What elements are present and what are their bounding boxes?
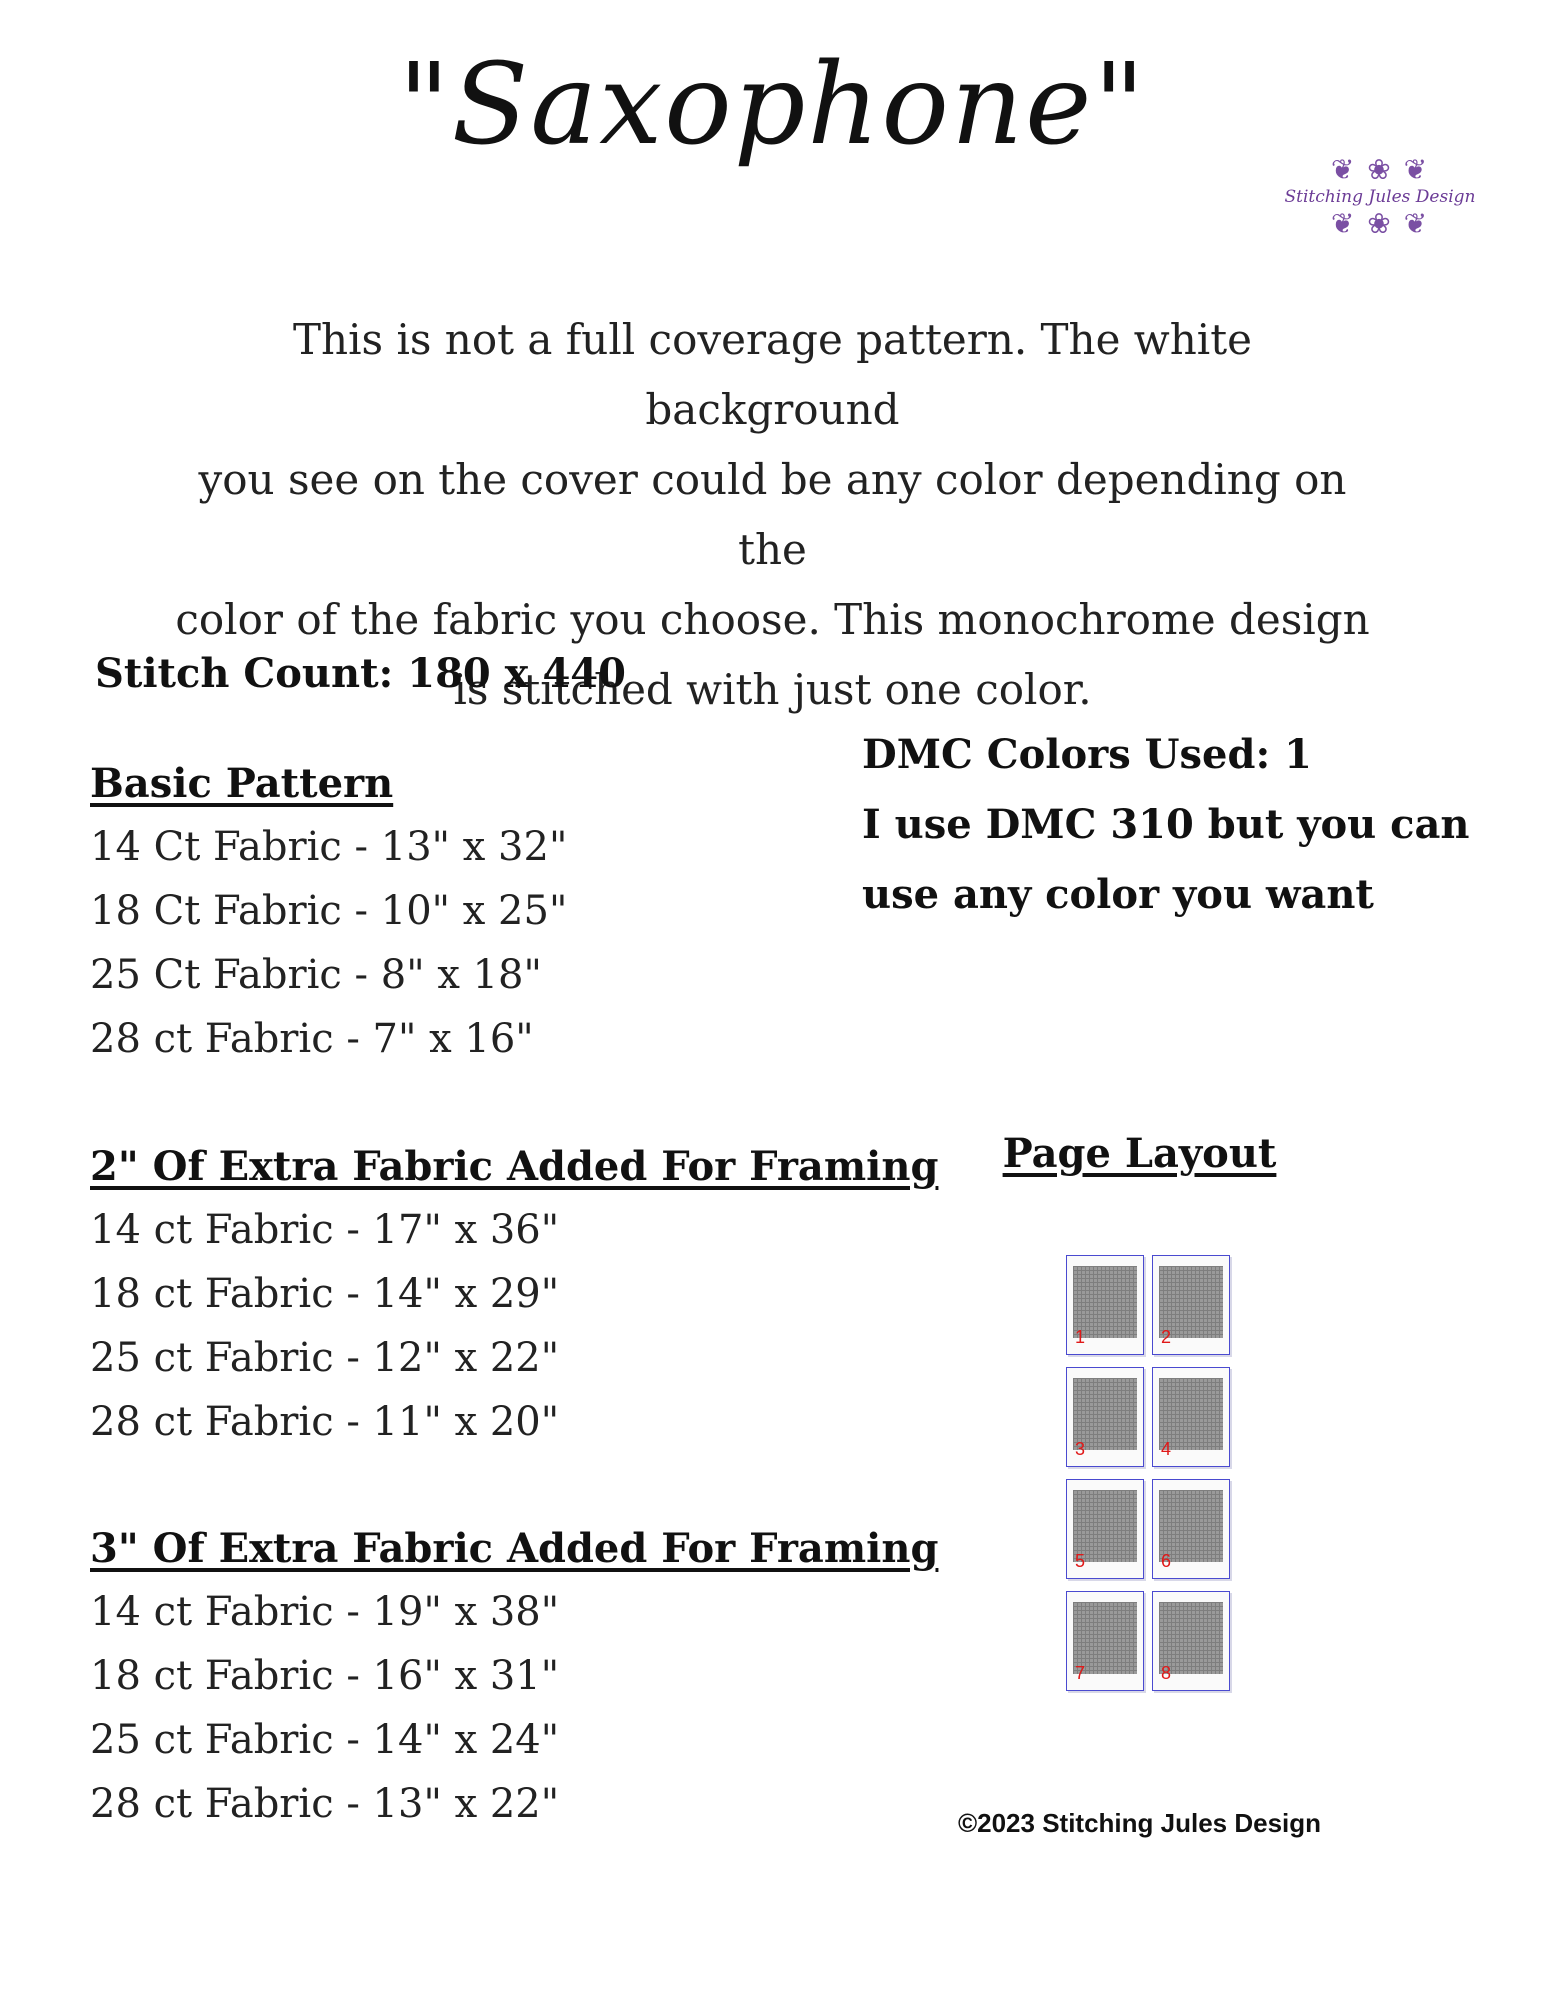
list-item: 18 ct Fabric - 14" x 29": [90, 1271, 560, 1317]
list-item: 28 ct Fabric - 13" x 22": [90, 1781, 560, 1827]
list-item: 18 ct Fabric - 16" x 31": [90, 1653, 560, 1699]
intro-line: color of the fabric you choose. This monochrome design: [175, 595, 1370, 644]
extra-2in-list: [90, 1198, 559, 1454]
page-thumbnail: [1152, 1591, 1230, 1691]
intro-line: is stitched with just one color.: [453, 665, 1092, 714]
list-item: 18 Ct Fabric - 10" x 25": [90, 888, 568, 934]
page-number: 5: [1075, 1551, 1086, 1571]
list-item: 28 ct Fabric - 7" x 16": [90, 1016, 534, 1062]
dmc-line: DMC Colors Used: 1: [862, 731, 1312, 778]
page-thumbnail: [1152, 1255, 1230, 1355]
page-number: 8: [1161, 1663, 1172, 1683]
page-thumbnail: [1066, 1591, 1144, 1691]
list-item: 25 ct Fabric - 14" x 24": [90, 1717, 560, 1763]
stitch-count: Stitch Count: 180 x 440: [95, 650, 626, 697]
page-number: 4: [1161, 1439, 1172, 1459]
dmc-line: I use DMC 310 but you can: [862, 801, 1470, 848]
intro-line: This is not a full coverage pattern. The white background: [293, 315, 1252, 434]
page-thumbnail: [1066, 1255, 1144, 1355]
basic-pattern-list: [90, 815, 567, 1071]
page-number: 6: [1161, 1551, 1172, 1571]
copyright-notice: ©2023 Stitching Jules Design: [957, 1808, 1322, 1838]
page-number: 2: [1161, 1327, 1172, 1347]
page-number: 7: [1075, 1663, 1086, 1683]
extra-3in-list: [90, 1580, 559, 1836]
intro-line: you see on the cover could be any color depending on the: [198, 455, 1347, 574]
logo-swirl-top-icon: ❦ ❀ ❦: [1330, 153, 1430, 186]
list-item: 25 Ct Fabric - 8" x 18": [90, 952, 542, 998]
page-thumbnail: [1152, 1367, 1230, 1467]
brand-logo: [1280, 155, 1480, 255]
extra-2in-heading: 2" Of Extra Fabric Added For Framing: [90, 1143, 939, 1190]
extra-3in-heading: 3" Of Extra Fabric Added For Framing: [90, 1525, 939, 1572]
page-number: 1: [1075, 1327, 1086, 1347]
page-layout-heading: Page Layout: [1002, 1130, 1277, 1177]
page-thumbnail: [1152, 1479, 1230, 1579]
page-layout-grid: [1066, 1255, 1236, 1691]
list-item: 28 ct Fabric - 11" x 20": [90, 1399, 560, 1445]
page-thumbnail: [1066, 1479, 1144, 1579]
logo-text: Stitching Jules Design: [1284, 187, 1476, 207]
list-item: 14 ct Fabric - 17" x 36": [90, 1207, 560, 1253]
list-item: 25 ct Fabric - 12" x 22": [90, 1335, 560, 1381]
page-number: 3: [1075, 1439, 1086, 1459]
dmc-line: use any color you want: [862, 871, 1374, 918]
list-item: 14 Ct Fabric - 13" x 32": [90, 824, 568, 870]
basic-pattern-heading: Basic Pattern: [90, 760, 394, 807]
dmc-colors-info: [862, 720, 1470, 930]
list-item: 14 ct Fabric - 19" x 38": [90, 1589, 560, 1635]
pattern-title: "Saxophone": [398, 40, 1147, 170]
page-thumbnail: [1066, 1367, 1144, 1467]
logo-swirl-bottom-icon: ❦ ❀ ❦: [1330, 207, 1430, 240]
